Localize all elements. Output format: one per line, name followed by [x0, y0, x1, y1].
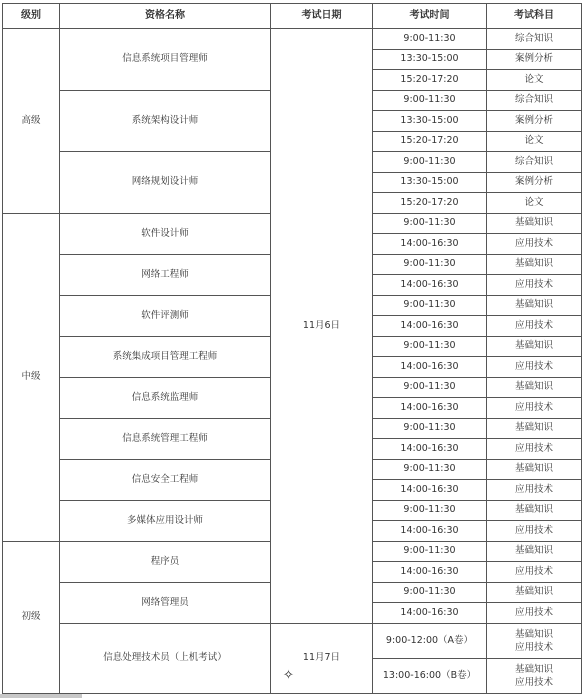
level-cell: 初级	[3, 541, 60, 693]
exam-time-cell: 9:00-11:30	[373, 295, 487, 316]
exam-time-cell: 14:00-16:30	[373, 357, 487, 378]
exam-subject-cell: 基础知识	[487, 459, 582, 480]
exam-subject-cell: 基础知识	[487, 377, 582, 398]
exam-subject-cell: 案例分析	[487, 49, 582, 70]
exam-subject-cell: 论文	[487, 70, 582, 91]
qualification-name: 网络工程师	[60, 254, 271, 295]
subject-line: 基础知识	[514, 663, 553, 675]
exam-subject-cell: 应用技术	[487, 480, 582, 501]
exam-time-cell: 9:00-12:00（A卷）	[373, 623, 487, 658]
exam-subject-cell	[487, 658, 582, 693]
exam-time-cell: 13:30-15:00	[373, 172, 487, 193]
qualification-name: 信息安全工程师	[60, 459, 271, 500]
exam-subject-cell: 应用技术	[487, 398, 582, 419]
subject-line: 基础知识	[514, 628, 553, 640]
qualification-name: 系统集成项目管理工程师	[60, 336, 271, 377]
header-exam-subject: 考试科目	[487, 4, 582, 29]
qualification-name: 信息系统管理工程师	[60, 418, 271, 459]
horizontal-scrollbar[interactable]	[0, 694, 82, 698]
exam-subject-cell: 基础知识	[487, 254, 582, 275]
exam-time-cell: 15:20-17:20	[373, 70, 487, 91]
header-row	[3, 4, 582, 29]
exam-subject-cell: 综合知识	[487, 90, 582, 111]
exam-subject-cell: 基础知识	[487, 336, 582, 357]
exam-subject-cell: 基础知识	[487, 295, 582, 316]
exam-time-cell: 14:00-16:30	[373, 398, 487, 419]
qualification-name: 信息处理技术员（上机考试）	[60, 623, 271, 693]
exam-time-cell: 14:00-16:30	[373, 521, 487, 542]
qualification-name: 信息系统监理师	[60, 377, 271, 418]
exam-time-cell: 9:00-11:30	[373, 213, 487, 234]
exam-time-cell: 14:00-16:30	[373, 275, 487, 296]
header-exam-date: 考试日期	[271, 4, 373, 29]
exam-time-cell: 9:00-11:30	[373, 90, 487, 111]
exam-time-cell: 9:00-11:30	[373, 500, 487, 521]
exam-time-cell: 14:00-16:30	[373, 234, 487, 255]
exam-subject-cell: 应用技术	[487, 275, 582, 296]
exam-subject-cell: 综合知识	[487, 29, 582, 50]
header-qualification: 资格名称	[60, 4, 271, 29]
exam-subject-cell: 综合知识	[487, 152, 582, 173]
exam-time-cell: 14:00-16:30	[373, 316, 487, 337]
table-row	[3, 623, 582, 658]
exam-time-cell: 9:00-11:30	[373, 459, 487, 480]
exam-subject-cell: 应用技术	[487, 357, 582, 378]
exam-time-cell: 9:00-11:30	[373, 254, 487, 275]
exam-time-cell: 15:20-17:20	[373, 193, 487, 214]
exam-subject-cell: 基础知识	[487, 541, 582, 562]
exam-time-cell: 9:00-11:30	[373, 152, 487, 173]
exam-time-cell: 14:00-16:30	[373, 562, 487, 583]
header-exam-time: 考试时间	[373, 4, 487, 29]
move-cursor-icon: ✧	[283, 668, 294, 683]
exam-subject-cell: 应用技术	[487, 234, 582, 255]
exam-subject-cell: 应用技术	[487, 562, 582, 583]
qualification-name: 多媒体应用设计师	[60, 500, 271, 541]
exam-time-cell: 13:30-15:00	[373, 111, 487, 132]
exam-subject-cell: 基础知识	[487, 213, 582, 234]
exam-subject-cell: 应用技术	[487, 603, 582, 624]
table-row	[3, 29, 582, 50]
header-level: 级别	[3, 4, 60, 29]
subject-line: 应用技术	[514, 641, 553, 653]
exam-date-cell: 11月7日	[271, 623, 373, 693]
exam-time-cell: 9:00-11:30	[373, 377, 487, 398]
qualification-name: 软件设计师	[60, 213, 271, 254]
exam-schedule-table	[2, 3, 582, 694]
subject-line: 应用技术	[514, 676, 553, 688]
exam-subject-cell: 基础知识	[487, 418, 582, 439]
exam-time-cell: 14:00-16:30	[373, 603, 487, 624]
exam-time-cell: 13:00-16:00（B卷）	[373, 658, 487, 693]
exam-date-cell: 11月6日	[271, 29, 373, 624]
level-cell: 高级	[3, 29, 60, 214]
qualification-name: 网络规划设计师	[60, 152, 271, 214]
qualification-name: 系统架构设计师	[60, 90, 271, 152]
exam-subject-cell: 案例分析	[487, 172, 582, 193]
qualification-name: 软件评测师	[60, 295, 271, 336]
exam-subject-cell: 案例分析	[487, 111, 582, 132]
exam-subject-cell: 论文	[487, 193, 582, 214]
exam-time-cell: 14:00-16:30	[373, 480, 487, 501]
exam-time-cell: 14:00-16:30	[373, 439, 487, 460]
exam-time-cell: 13:30-15:00	[373, 49, 487, 70]
exam-time-cell: 9:00-11:30	[373, 418, 487, 439]
exam-time-cell: 15:20-17:20	[373, 131, 487, 152]
qualification-name: 程序员	[60, 541, 271, 582]
qualification-name: 网络管理员	[60, 582, 271, 623]
exam-subject-cell	[487, 623, 582, 658]
qualification-name: 信息系统项目管理师	[60, 29, 271, 91]
exam-time-cell: 9:00-11:30	[373, 582, 487, 603]
exam-time-cell: 9:00-11:30	[373, 541, 487, 562]
exam-subject-cell: 基础知识	[487, 500, 582, 521]
exam-subject-cell: 应用技术	[487, 439, 582, 460]
exam-subject-cell: 论文	[487, 131, 582, 152]
exam-time-cell: 9:00-11:30	[373, 29, 487, 50]
exam-time-cell: 9:00-11:30	[373, 336, 487, 357]
exam-subject-cell: 基础知识	[487, 582, 582, 603]
level-cell: 中级	[3, 213, 60, 541]
exam-subject-cell: 应用技术	[487, 521, 582, 542]
exam-subject-cell: 应用技术	[487, 316, 582, 337]
